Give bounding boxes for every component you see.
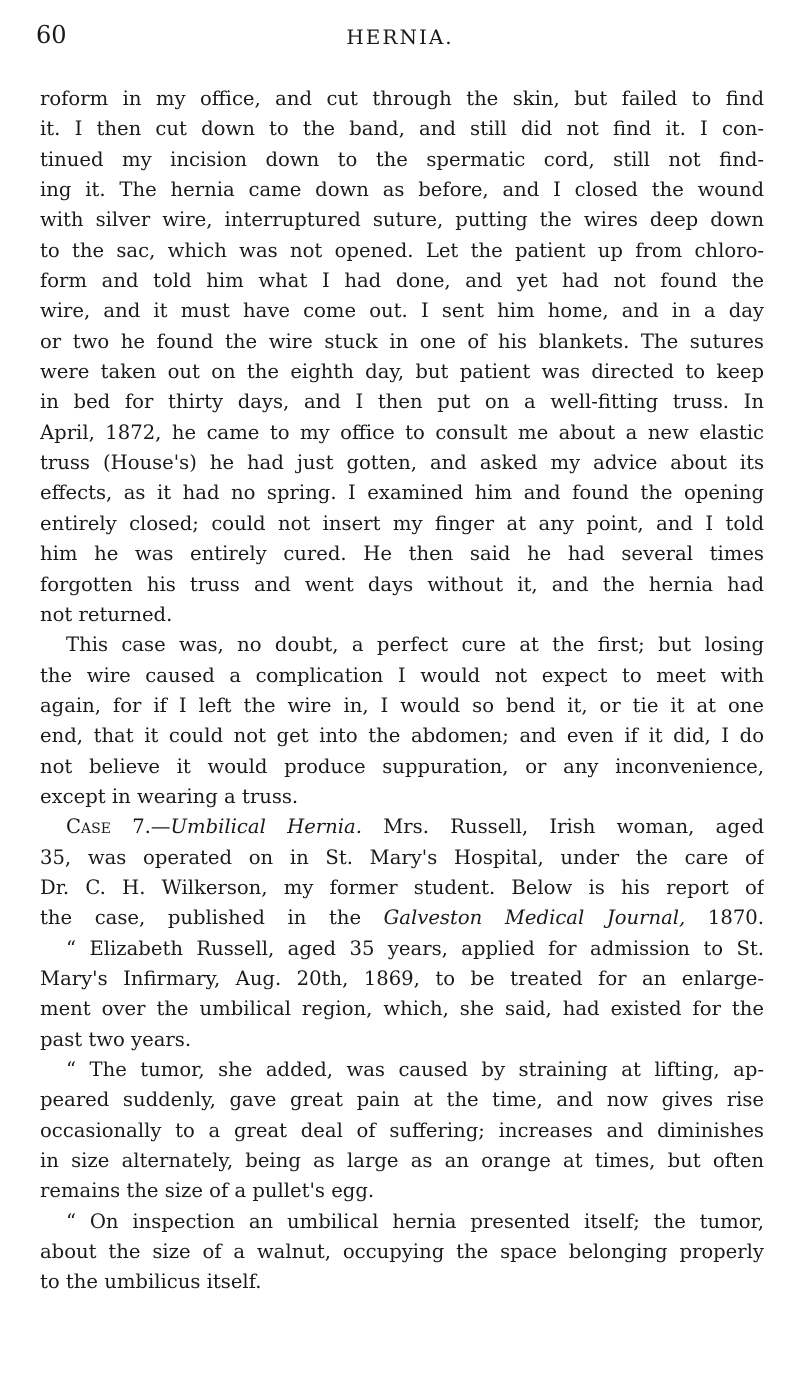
text-line: Dr. C. H. Wilkerson, my former student. Below is his report of: [40, 875, 764, 899]
text-line: it. I then cut down to the band, and still did not find it. I con-: [40, 117, 764, 141]
text-line: roform in my office, and cut through the skin, but failed to find: [40, 87, 764, 110]
text-line: him he was entirely cured. He then said he had several times: [40, 542, 764, 566]
text-line: entirely closed; could not insert my finger at any point, and I told: [40, 511, 764, 535]
text-line: truss (House's) he had just gotten, and asked my advice about its: [40, 451, 764, 475]
journal-name: Galveston Medical Journal,: [383, 906, 686, 930]
case-heading-line: [40, 812, 764, 842]
text-line: not returned.: [40, 602, 173, 626]
text-line: occasionally to a great deal of suffering; increases and diminishes: [40, 1118, 764, 1142]
text-line: “ On inspection an umbilical hernia presented itself; the tumor,: [66, 1209, 764, 1233]
text-line: form and told him what I had done, and yet had not found the: [40, 269, 764, 293]
text-line: with silver wire, interruptured suture, putting the wires deep down: [40, 208, 764, 232]
journal-year: 1870.: [685, 906, 764, 930]
page-number: 60: [36, 21, 67, 49]
journal-lead: the case, published in the: [40, 906, 384, 930]
text-line: to the umbilicus itself.: [40, 1270, 262, 1294]
journal-line: [40, 903, 764, 933]
text-line: tinued my incision down to the spermatic cord, still not find-: [40, 147, 764, 171]
text-line: in bed for thirty days, and I then put on a well-fitting truss. In: [40, 390, 764, 414]
page-header: [36, 20, 764, 50]
text-line: ing it. The hernia came down as before, and I closed the wound: [40, 178, 764, 202]
text-line: in size alternately, being as large as an orange at times, but often: [40, 1149, 764, 1173]
text-line: past two years.: [40, 1027, 192, 1051]
text-line: except in wearing a truss.: [40, 784, 299, 808]
case-title: Umbilical Hernia.: [170, 815, 362, 839]
text-line: This case was, no doubt, a perfect cure at the first; but losing: [66, 633, 764, 657]
text-line: again, for if I left the wire in, I would so bend it, or tie it at one: [40, 693, 764, 717]
running-head: HERNIA.: [346, 25, 454, 49]
text-line: or two he found the wire stuck in one of his blankets. The sutures: [40, 329, 764, 353]
text-line: the wire caused a complication I would not expect to meet with: [40, 663, 764, 687]
text-line: 35, was operated on in St. Mary's Hospital, under the care of: [40, 845, 764, 869]
text-line: to the sac, which was not opened. Let the patient up from chloro-: [40, 238, 764, 262]
text-line: “ The tumor, she added, was caused by straining at lifting, ap-: [66, 1058, 764, 1081]
text-line: about the size of a walnut, occupying the space belonging properly: [40, 1240, 764, 1264]
text-line: were taken out on the eighth day, but patient was directed to keep: [40, 360, 764, 384]
text-line: effects, as it had no spring. I examined him and found the opening: [40, 481, 764, 505]
case-intro: Mrs. Russell, Irish woman, aged: [361, 815, 764, 839]
text-line: April, 1872, he came to my office to consult me about a new elastic: [40, 420, 764, 444]
case-dash: —: [150, 815, 171, 839]
text-line: “ Elizabeth Russell, aged 35 years, applied for admission to St.: [66, 936, 764, 960]
body-text: [40, 84, 764, 1298]
text-line: not believe it would produce suppuration, or any inconvenience,: [40, 754, 764, 778]
case-label: Case 7.: [66, 815, 151, 839]
text-line: end, that it could not get into the abdomen; and even if it did, I do: [40, 724, 764, 748]
text-line: ment over the umbilical region, which, she said, had existed for the: [40, 997, 764, 1021]
text-line: Mary's Infirmary, Aug. 20th, 1869, to be treated for an enlarge-: [40, 966, 764, 990]
text-line: remains the size of a pullet's egg.: [40, 1179, 375, 1203]
text-line: forgotten his truss and went days without it, and the hernia had: [40, 572, 764, 596]
text-line: peared suddenly, gave great pain at the time, and now gives rise: [40, 1088, 764, 1112]
text-line: wire, and it must have come out. I sent him home, and in a day: [40, 299, 764, 323]
